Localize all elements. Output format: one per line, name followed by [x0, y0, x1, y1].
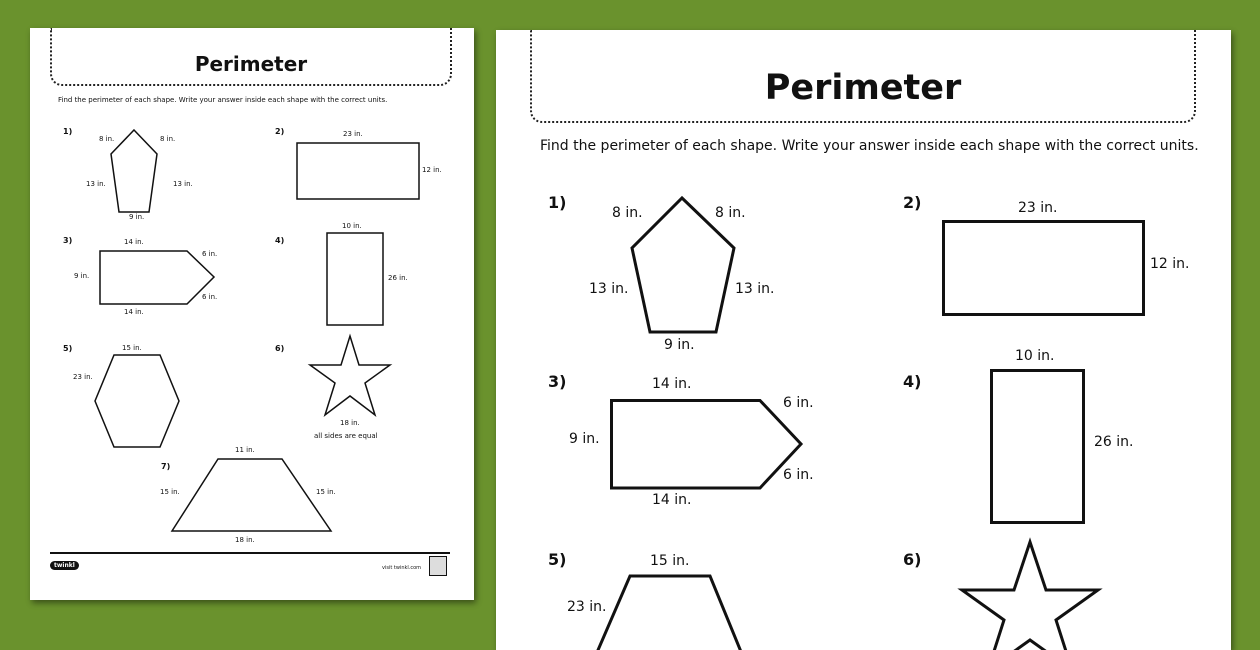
side-label: 9 in. — [664, 337, 695, 353]
badge-icon — [429, 556, 447, 576]
side-label: 23 in. — [73, 373, 93, 381]
side-label: 23 in. — [1018, 200, 1058, 216]
side-label: 8 in. — [612, 205, 643, 221]
side-label: 6 in. — [202, 250, 218, 258]
problem-number-7: 7) — [161, 462, 171, 471]
side-label: 6 in. — [783, 467, 814, 483]
hexagon-shape — [94, 354, 182, 450]
side-label: 26 in. — [1094, 434, 1134, 450]
side-label: 13 in. — [173, 180, 193, 188]
problem-number-2: 2) — [903, 193, 922, 212]
side-label: 14 in. — [652, 376, 692, 392]
side-label: 6 in. — [202, 293, 218, 301]
side-label: 15 in. — [316, 488, 336, 496]
side-label: 18 in. — [235, 536, 255, 544]
side-label: 14 in. — [652, 492, 692, 508]
side-label: 13 in. — [735, 281, 775, 297]
side-label: 23 in. — [343, 130, 363, 138]
side-label: 23 in. — [567, 599, 607, 615]
twinkl-logo: twinkl — [50, 561, 79, 570]
problem-number-3: 3) — [63, 236, 73, 245]
hexagon-shape — [596, 574, 756, 650]
side-label: 15 in. — [122, 344, 142, 352]
tall-rectangle-shape — [990, 369, 1086, 525]
side-label: 12 in. — [422, 166, 442, 174]
side-label: 8 in. — [715, 205, 746, 221]
side-label: 14 in. — [124, 308, 144, 316]
side-label: 6 in. — [783, 395, 814, 411]
problem-number-1: 1) — [63, 127, 73, 136]
arrow-pentagon-shape — [99, 250, 217, 308]
problem-number-2: 2) — [275, 127, 285, 136]
side-label: 10 in. — [1015, 348, 1055, 364]
page-title: Perimeter — [764, 68, 962, 108]
worksheet-preview-small — [30, 28, 474, 600]
page-title: Perimeter — [194, 52, 308, 76]
side-label: 15 in. — [650, 553, 690, 569]
problem-number-6: 6) — [903, 550, 922, 569]
problem-number-5: 5) — [548, 550, 567, 569]
problem-number-3: 3) — [548, 372, 567, 391]
instructions: Find the perimeter of each shape. Write your answer inside each shape with the correct units. — [540, 138, 1199, 154]
side-label: 8 in. — [160, 135, 176, 143]
rectangle-shape — [296, 142, 422, 202]
note-label: all sides are equal — [314, 432, 378, 440]
problem-number-4: 4) — [275, 236, 285, 245]
tall-rectangle-shape — [326, 232, 386, 328]
side-label: 8 in. — [99, 135, 115, 143]
problem-number-6: 6) — [275, 344, 285, 353]
problem-number-5: 5) — [63, 344, 73, 353]
problem-number-4: 4) — [903, 372, 922, 391]
pentagon-shape — [108, 128, 160, 216]
problem-number-1: 1) — [548, 193, 567, 212]
footer-url: visit twinkl.com — [382, 565, 422, 571]
instructions: Find the perimeter of each shape. Write your answer inside each shape with the correct units. — [58, 96, 388, 104]
star-shape — [958, 540, 1102, 630]
side-label: 26 in. — [388, 274, 408, 282]
side-label: 14 in. — [124, 238, 144, 246]
arrow-pentagon-shape — [610, 399, 806, 491]
side-label: 10 in. — [342, 222, 362, 230]
footer-divider — [50, 552, 450, 554]
star-shape — [308, 335, 392, 417]
worksheet-preview-large — [496, 30, 1231, 650]
side-label: 13 in. — [86, 180, 106, 188]
side-label: 9 in. — [74, 272, 90, 280]
side-label: 18 in. — [340, 419, 360, 427]
side-label: 9 in. — [129, 213, 145, 221]
side-label: 15 in. — [160, 488, 180, 496]
rectangle-shape — [942, 220, 1146, 316]
side-label: 11 in. — [235, 446, 255, 454]
side-label: 9 in. — [569, 431, 600, 447]
side-label: 12 in. — [1150, 256, 1190, 272]
trapezoid-shape — [170, 458, 334, 534]
side-label: 13 in. — [589, 281, 629, 297]
